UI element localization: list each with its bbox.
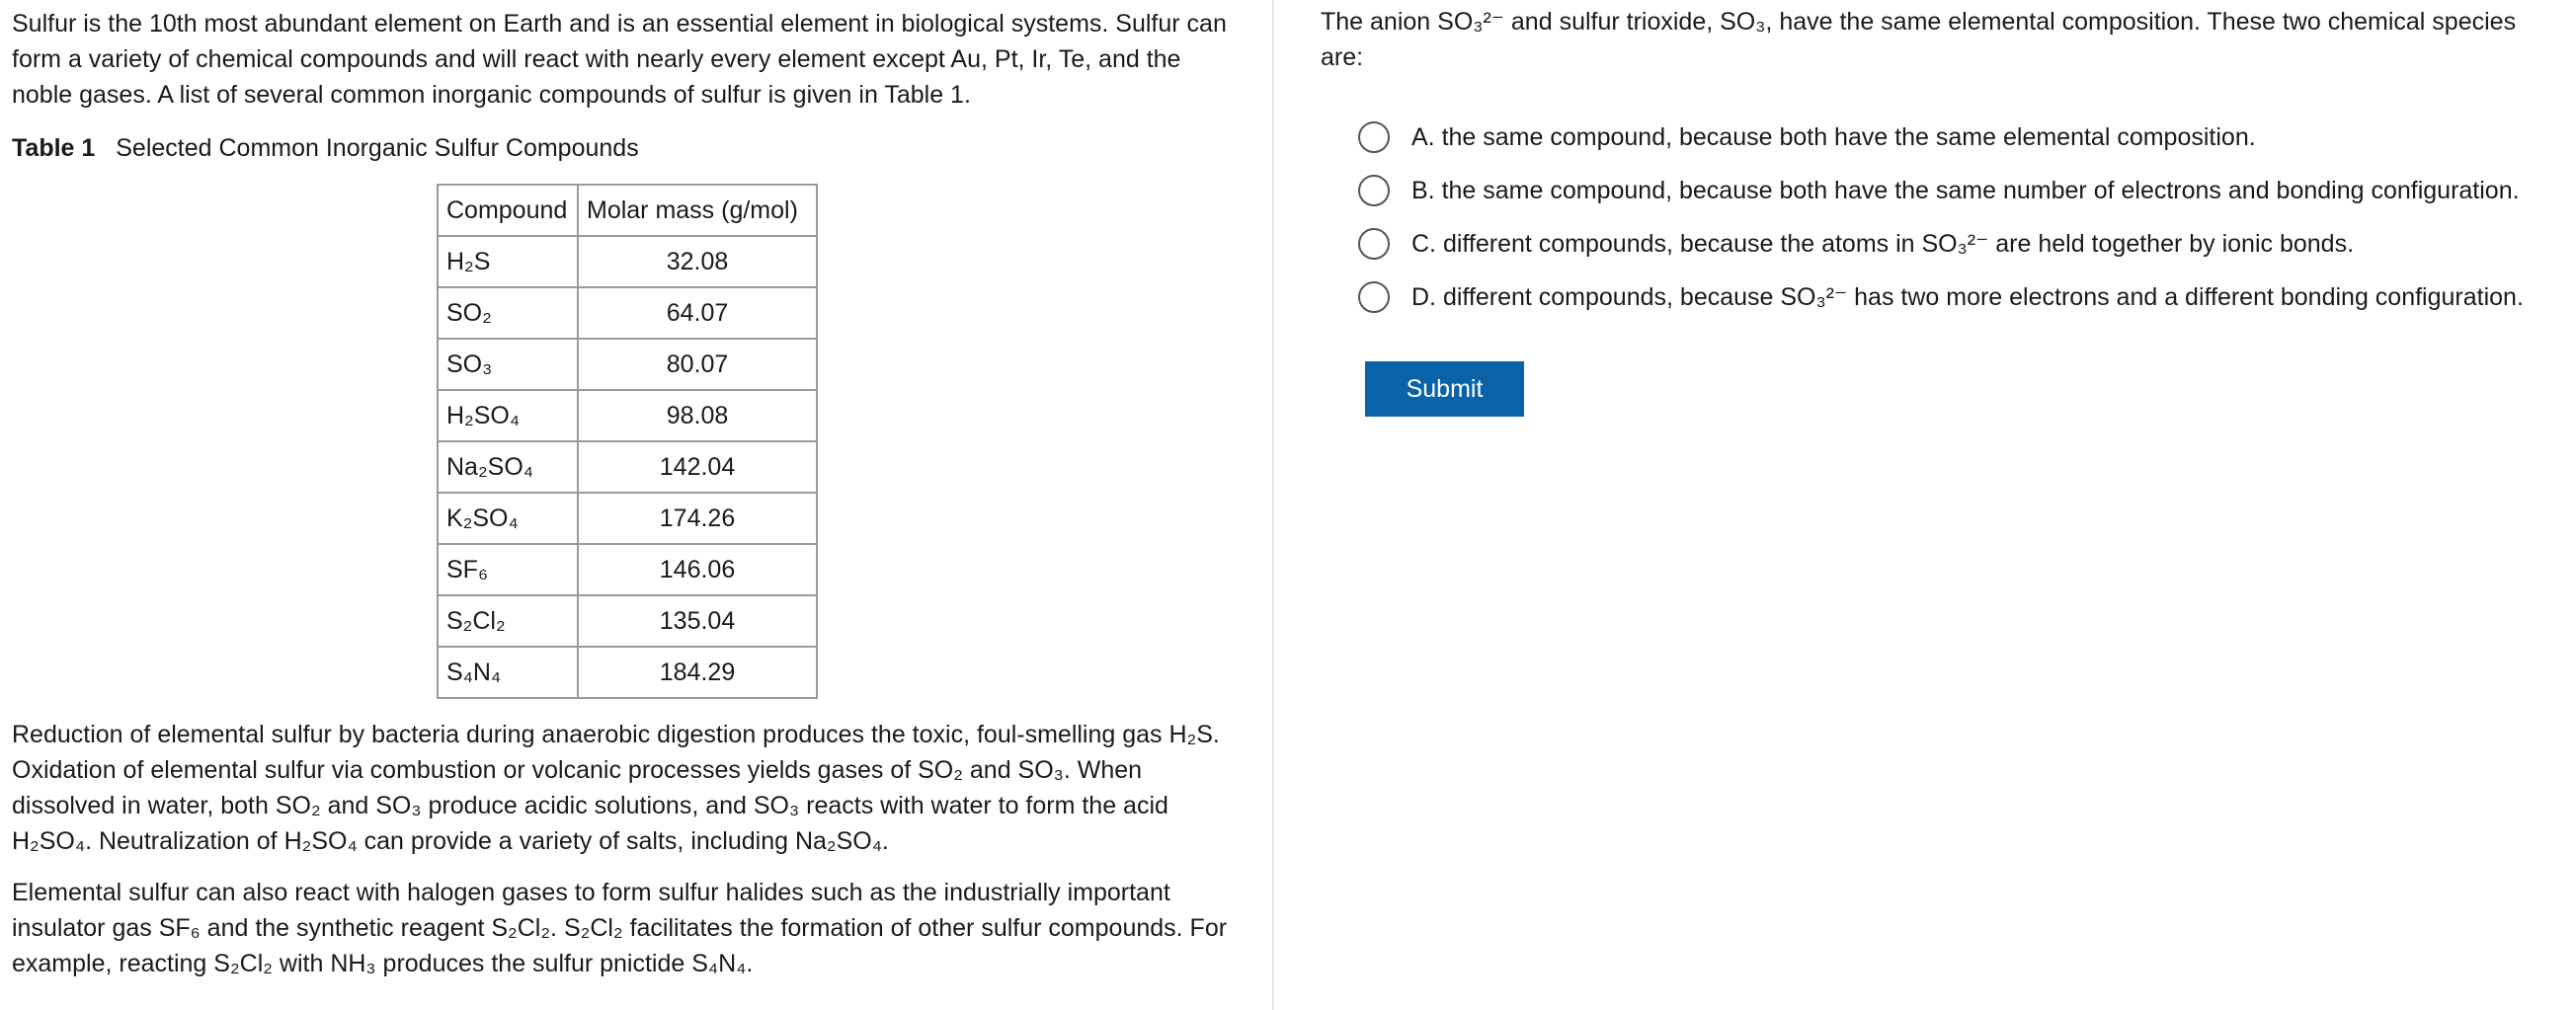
- mass-cell: 135.04: [578, 595, 817, 647]
- option-b[interactable]: [1358, 164, 2565, 217]
- compound-cell: S₂Cl₂: [438, 595, 578, 647]
- option-d-label: D. different compounds, because SO₃²⁻ has two more electrons and a different bonding configuration.: [1411, 283, 2524, 311]
- mass-cell: 98.08: [578, 390, 817, 441]
- compound-cell: S₄N₄: [438, 647, 578, 698]
- table-row: [438, 390, 817, 441]
- radio-button-a[interactable]: [1358, 121, 1390, 153]
- panel-divider: [1272, 0, 1274, 1010]
- submit-button[interactable]: Submit: [1365, 361, 1524, 417]
- compounds-table: [437, 184, 818, 699]
- mass-cell: 64.07: [578, 287, 817, 339]
- compound-cell: H₂SO₄: [438, 390, 578, 441]
- option-c-label: C. different compounds, because the atoms in SO₃²⁻ are held together by ionic bonds.: [1411, 230, 2355, 258]
- compound-cell: SO₂: [438, 287, 578, 339]
- compound-cell: SF₆: [438, 544, 578, 595]
- passage-panel: [12, 0, 1237, 981]
- option-a-label: A. the same compound, because both have the same elemental composition.: [1411, 123, 2256, 151]
- radio-button-b[interactable]: [1358, 175, 1390, 206]
- table-label: Table 1: [12, 134, 96, 162]
- table-row: [438, 493, 817, 544]
- passage-paragraph-3: Elemental sulfur can also react with halogen gases to form sulfur halides such as the industrially important insulator gas SF₆ and the synthetic reagent S₂Cl₂. S₂Cl₂ facilitates the formation of other sulfur compounds. For example, reacting S₂Cl₂ with NH₃ produces the sulfur pnictide S₄N₄.: [12, 879, 1228, 977]
- mass-cell: 32.08: [578, 236, 817, 287]
- mass-cell: 142.04: [578, 441, 817, 493]
- table-title: Selected Common Inorganic Sulfur Compounds: [116, 134, 639, 162]
- question-stem: The anion SO₃²⁻ and sulfur trioxide, SO₃, have the same elemental composition. These two chemical species are:: [1321, 8, 2517, 71]
- compound-cell: H₂S: [438, 236, 578, 287]
- mass-cell: 146.06: [578, 544, 817, 595]
- answer-options: [1321, 111, 2565, 324]
- table-row: [438, 236, 817, 287]
- table-row: [438, 595, 817, 647]
- option-d[interactable]: [1358, 271, 2565, 324]
- compound-cell: Na₂SO₄: [438, 441, 578, 493]
- compound-cell: SO₃: [438, 339, 578, 390]
- table-caption: [12, 130, 1237, 166]
- header-compound: Compound: [438, 185, 578, 236]
- radio-button-c[interactable]: [1358, 228, 1390, 260]
- passage-paragraph-1: Sulfur is the 10th most abundant element on Earth and is an essential element in biological systems. Sulfur can form a variety of chemical compounds and will react with nearly every element except Au, Pt, Ir, Te, and the noble gases. A list of several common inorganic compounds of sulfur is given in Table 1.: [12, 10, 1227, 109]
- table-row: [438, 647, 817, 698]
- mass-cell: 80.07: [578, 339, 817, 390]
- passage-paragraph-2: Reduction of elemental sulfur by bacteria during anaerobic digestion produces the toxic, foul-smelling gas H₂S. Oxidation of elemental sulfur via combustion or volcanic processes yields gases of SO₂ and SO₃. When dissolved in water, both SO₂ and SO₃ produce acidic solutions, and SO₃ reacts with water to form the acid H₂SO₄. Neutralization of H₂SO₄ can provide a variety of salts, including Na₂SO₄.: [12, 721, 1220, 855]
- table-row: [438, 441, 817, 493]
- question-panel: [1321, 4, 2565, 417]
- option-b-label: B. the same compound, because both have the same number of electrons and bonding configuration.: [1411, 177, 2520, 204]
- option-a[interactable]: [1358, 111, 2565, 164]
- compound-cell: K₂SO₄: [438, 493, 578, 544]
- option-c[interactable]: [1358, 217, 2565, 271]
- mass-cell: 174.26: [578, 493, 817, 544]
- radio-button-d[interactable]: [1358, 281, 1390, 313]
- table-row: [438, 544, 817, 595]
- table-row: [438, 339, 817, 390]
- mass-cell: 184.29: [578, 647, 817, 698]
- table-row: [438, 287, 817, 339]
- header-molar-mass: Molar mass (g/mol): [578, 185, 817, 236]
- table-header-row: [438, 185, 817, 236]
